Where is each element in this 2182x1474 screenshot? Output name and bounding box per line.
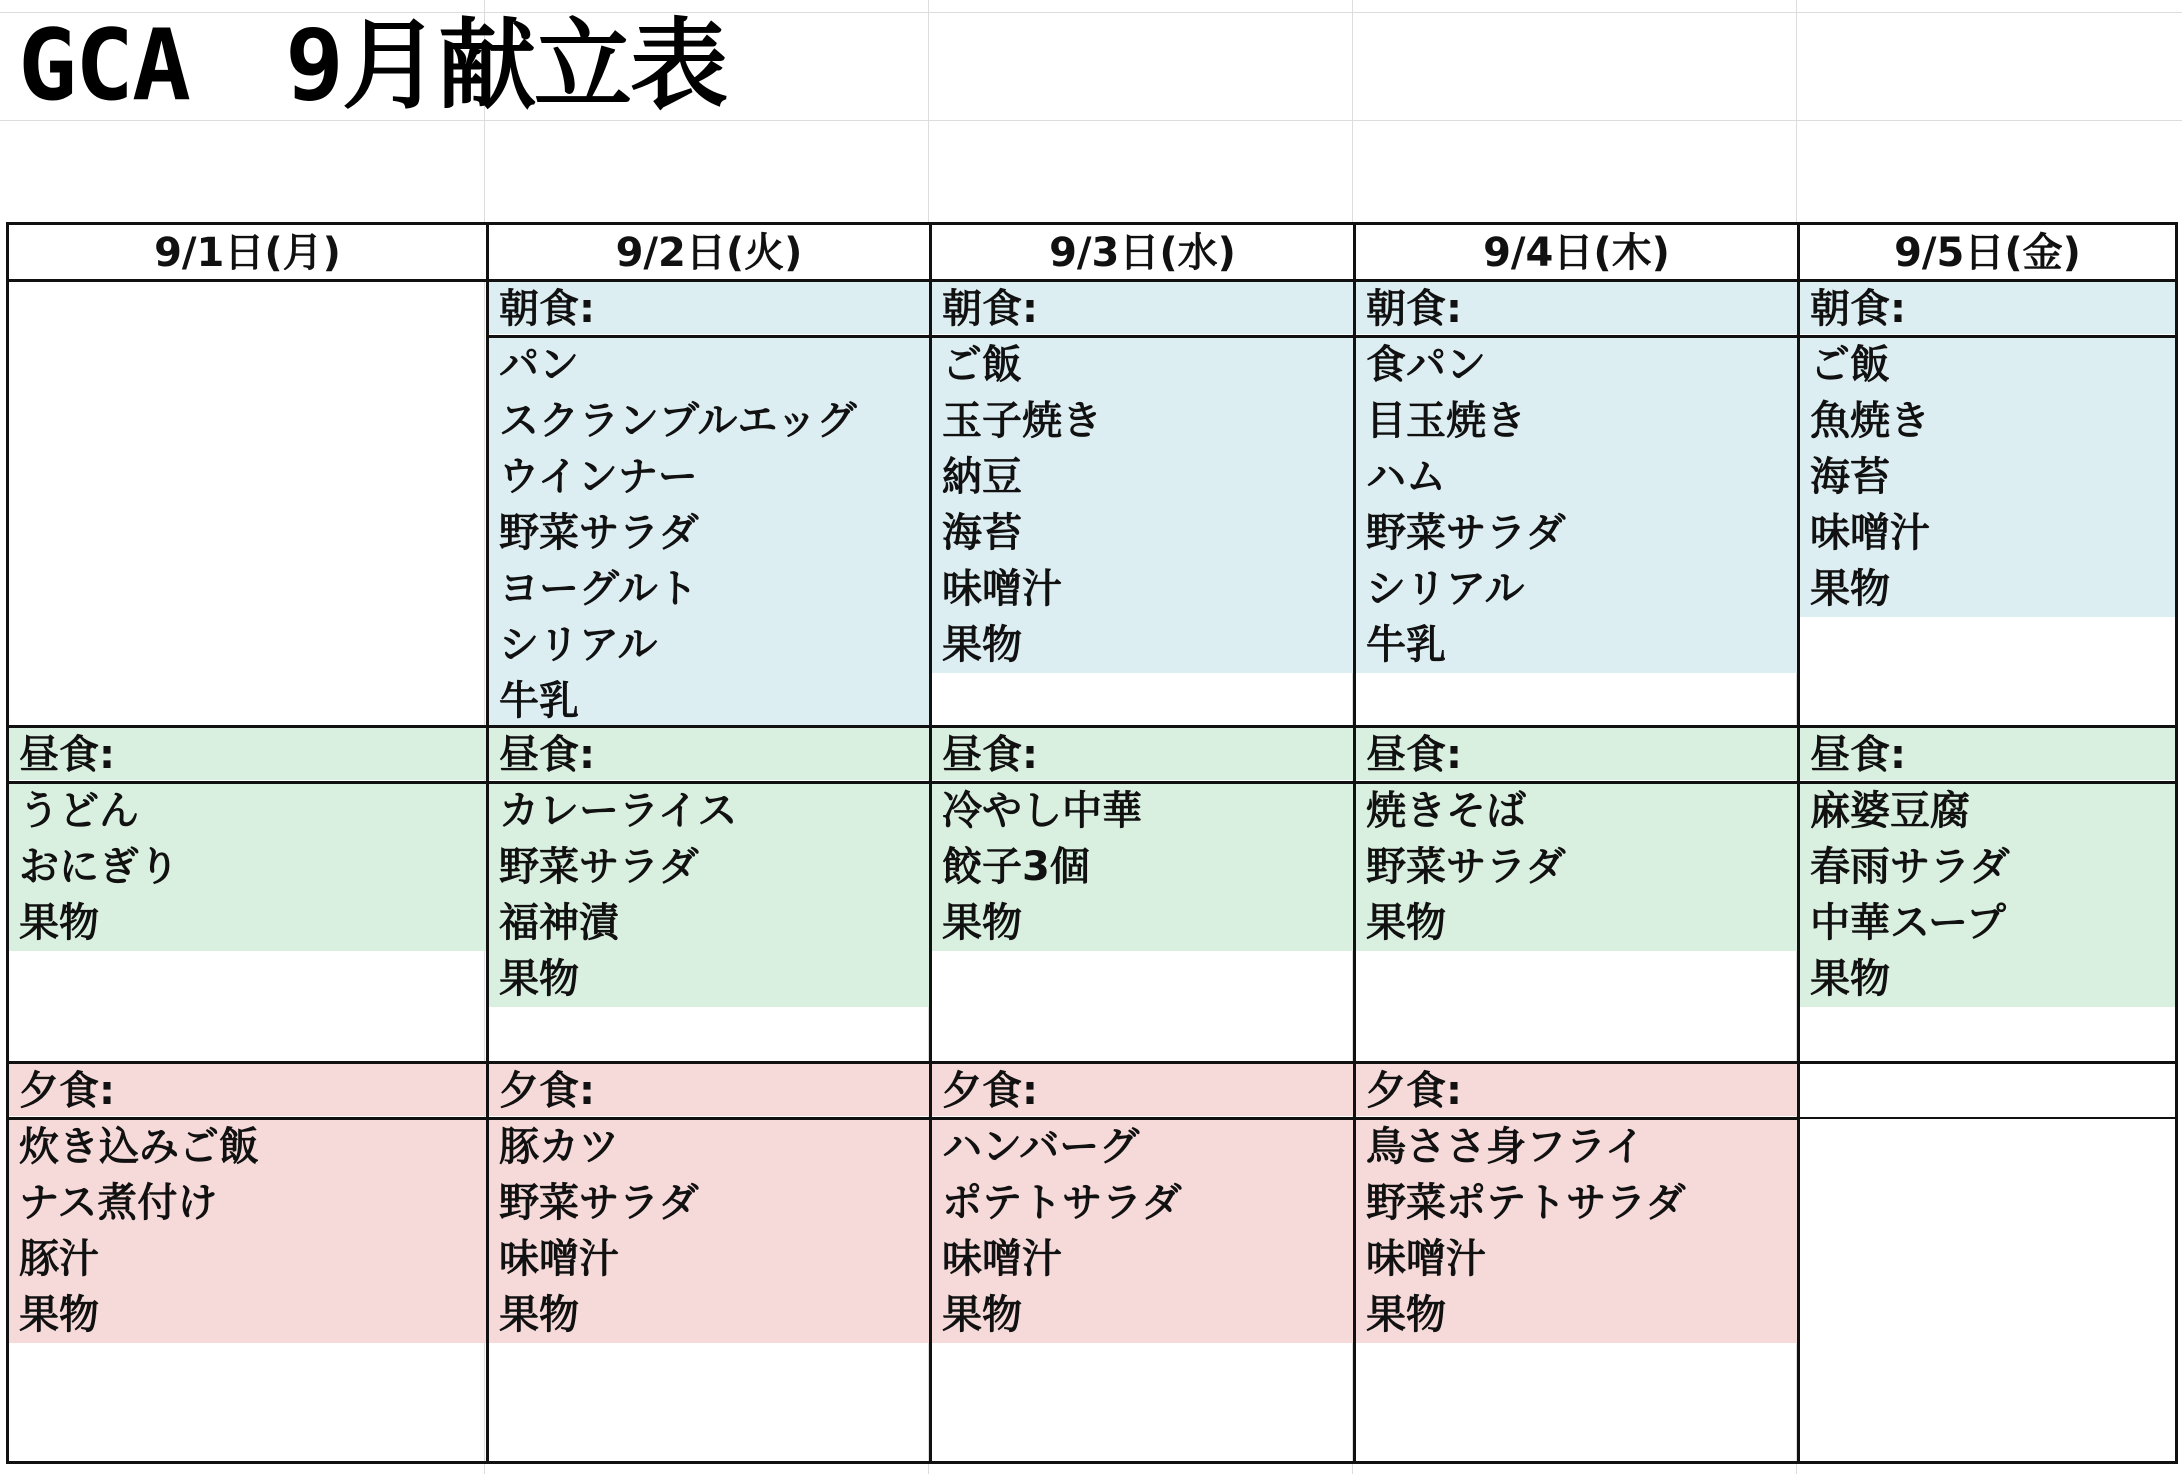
day-header: 9/4日(木) xyxy=(1356,225,1797,281)
lunch-items xyxy=(9,783,486,951)
menu-item: 果物 xyxy=(932,617,1353,673)
menu-item: 果物 xyxy=(1800,561,2175,617)
dinner-label: 夕食: xyxy=(9,1063,486,1116)
menu-item: ハム xyxy=(1356,449,1797,505)
menu-item: 餃子3個 xyxy=(932,839,1353,895)
dinner-items xyxy=(9,1119,486,1343)
lunch-items xyxy=(932,783,1353,951)
menu-item: 目玉焼き xyxy=(1356,393,1797,449)
menu-item: ご飯 xyxy=(1800,337,2175,393)
menu-item: シリアル xyxy=(1356,561,1797,617)
menu-item: 野菜ポテトサラダ xyxy=(1356,1175,1797,1231)
table-border xyxy=(1353,222,1356,1464)
menu-item: 食パン xyxy=(1356,337,1797,393)
menu-item: 炊き込みご飯 xyxy=(9,1119,486,1175)
day-header: 9/2日(火) xyxy=(489,225,929,281)
menu-item: 野菜サラダ xyxy=(489,1175,929,1231)
menu-item: ナス煮付け xyxy=(9,1175,486,1231)
menu-item: 納豆 xyxy=(932,449,1353,505)
menu-item: 玉子焼き xyxy=(932,393,1353,449)
menu-item: 野菜サラダ xyxy=(1356,839,1797,895)
menu-item: 味噌汁 xyxy=(932,561,1353,617)
table-border xyxy=(486,335,2178,338)
day-header: 9/5日(金) xyxy=(1800,225,2175,281)
dinner-label: 夕食: xyxy=(489,1063,929,1116)
menu-item: パン xyxy=(489,337,929,393)
menu-item: ご飯 xyxy=(932,337,1353,393)
breakfast-label: 朝食: xyxy=(932,281,1353,334)
lunch-items xyxy=(489,783,929,1007)
menu-item: 魚焼き xyxy=(1800,393,2175,449)
dinner-items xyxy=(932,1119,1353,1343)
breakfast-items xyxy=(1800,337,2175,617)
menu-item: 果物 xyxy=(489,951,929,1007)
menu-item: 牛乳 xyxy=(1356,617,1797,673)
breakfast-label: 朝食: xyxy=(1800,281,2175,334)
table-border xyxy=(6,1061,2178,1064)
table-border xyxy=(486,222,489,1464)
menu-item: カレーライス xyxy=(489,783,929,839)
menu-item: 果物 xyxy=(1356,895,1797,951)
table-border xyxy=(6,1117,1797,1120)
day-header: 9/3日(水) xyxy=(932,225,1353,281)
lunch-items xyxy=(1356,783,1797,951)
menu-item: ヨーグルト xyxy=(489,561,929,617)
lunch-label: 昼食: xyxy=(489,727,929,780)
menu-item: 海苔 xyxy=(1800,449,2175,505)
menu-item: 福神漬 xyxy=(489,895,929,951)
dinner-label: 夕食: xyxy=(932,1063,1353,1116)
menu-item: シリアル xyxy=(489,617,929,673)
menu-item: 果物 xyxy=(1800,951,2175,1007)
menu-item: 春雨サラダ xyxy=(1800,839,2175,895)
breakfast-label: 朝食: xyxy=(489,281,929,334)
menu-item: 豚カツ xyxy=(489,1119,929,1175)
menu-item: 果物 xyxy=(932,1287,1353,1343)
breakfast-items xyxy=(932,337,1353,673)
dinner-label: 夕食: xyxy=(1356,1063,1797,1116)
menu-item: スクランブルエッグ xyxy=(489,393,929,449)
menu-item: ハンバーグ xyxy=(932,1119,1353,1175)
table-border xyxy=(2175,222,2178,1464)
menu-item: ポテトサラダ xyxy=(932,1175,1353,1231)
breakfast-items xyxy=(489,337,929,729)
table-border xyxy=(6,781,2178,784)
lunch-label: 昼食: xyxy=(9,727,486,780)
lunch-label: 昼食: xyxy=(1356,727,1797,780)
menu-item: 味噌汁 xyxy=(489,1231,929,1287)
menu-item: 果物 xyxy=(932,895,1353,951)
menu-item: 果物 xyxy=(1356,1287,1797,1343)
table-border xyxy=(6,279,2178,282)
menu-item: 牛乳 xyxy=(489,673,929,729)
lunch-items xyxy=(1800,783,2175,1007)
day-header: 9/1日(月) xyxy=(9,225,486,281)
table-border xyxy=(929,222,932,1464)
breakfast-label: 朝食: xyxy=(1356,281,1797,334)
menu-item: 野菜サラダ xyxy=(1356,505,1797,561)
table-border xyxy=(6,222,9,1464)
menu-item: 味噌汁 xyxy=(1800,505,2175,561)
page-title: GCA 9月献立表 xyxy=(18,9,727,123)
table-border xyxy=(6,1461,2178,1464)
menu-item: 果物 xyxy=(9,895,486,951)
lunch-label: 昼食: xyxy=(932,727,1353,780)
menu-item: 野菜サラダ xyxy=(489,505,929,561)
menu-item: 麻婆豆腐 xyxy=(1800,783,2175,839)
table-border xyxy=(6,222,2178,225)
menu-item: 海苔 xyxy=(932,505,1353,561)
lunch-label: 昼食: xyxy=(1800,727,2175,780)
table-border xyxy=(1797,222,1800,1464)
menu-item: おにぎり xyxy=(9,839,486,895)
menu-item: 味噌汁 xyxy=(1356,1231,1797,1287)
menu-item: 果物 xyxy=(489,1287,929,1343)
menu-item: うどん xyxy=(9,783,486,839)
menu-item: 中華スープ xyxy=(1800,895,2175,951)
menu-item: 味噌汁 xyxy=(932,1231,1353,1287)
menu-item: 冷やし中華 xyxy=(932,783,1353,839)
menu-item: ウインナー xyxy=(489,449,929,505)
menu-item: 豚汁 xyxy=(9,1231,486,1287)
dinner-items xyxy=(489,1119,929,1343)
menu-item: 野菜サラダ xyxy=(489,839,929,895)
table-border xyxy=(1797,1117,2178,1119)
table-border xyxy=(6,725,2178,728)
dinner-items xyxy=(1356,1119,1797,1343)
menu-item: 果物 xyxy=(9,1287,486,1343)
menu-item: 焼きそば xyxy=(1356,783,1797,839)
breakfast-items xyxy=(1356,337,1797,673)
menu-item: 鳥ささ身フライ xyxy=(1356,1119,1797,1175)
